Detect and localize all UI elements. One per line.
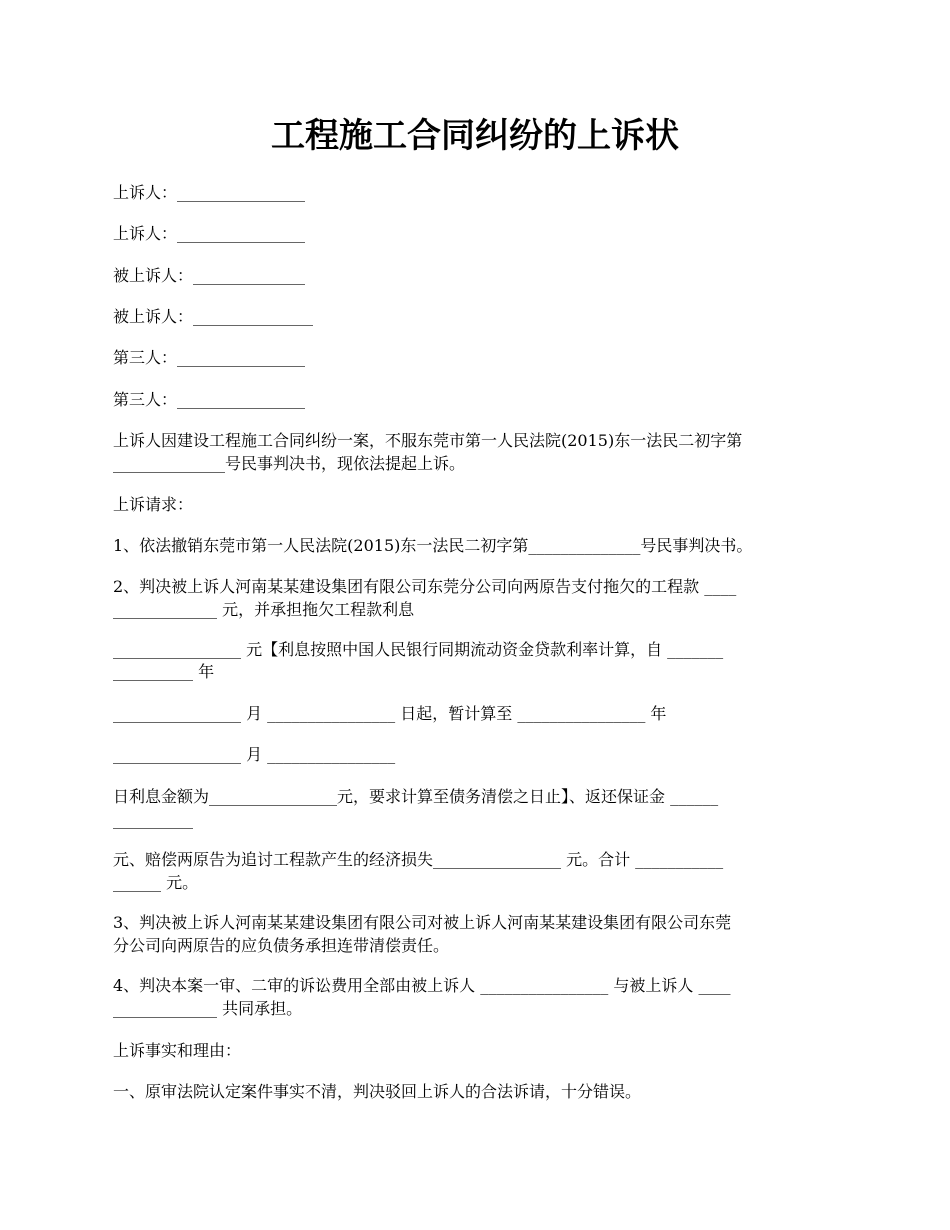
- party-appellant-1: 上诉人：________________: [113, 183, 306, 202]
- fact-1: 一、原审法院认定案件事实不清，判决驳回上诉人的合法诉请，十分错误。: [113, 1082, 642, 1101]
- request-1: 1、依法撤销东莞市第一人民法院(2015)东一法民二初字第______________号民事判决书。: [113, 536, 753, 555]
- party-third-2: 第三人：________________: [113, 390, 306, 409]
- document-title: 工程施工合同纠纷的上诉状: [271, 116, 679, 156]
- request-4-line-1: 4、判决本案一审、二审的诉讼费用全部由被上诉人 ________________ 与被上诉人 ____: [113, 976, 731, 995]
- loss-line-1: 元、赔偿两原告为追讨工程款产生的经济损失________________ 元。合计 ___________: [113, 850, 724, 869]
- party-appellee-1: 被上诉人：______________: [113, 266, 306, 285]
- date-line-2: ________________ 月 ________________: [113, 745, 396, 764]
- date-line-1: ________________ 月 ________________ 日起，暂计算至 ________________ 年: [113, 704, 667, 723]
- request-3-line-1: 3、判决被上诉人河南某某建设集团有限公司对被上诉人河南某某建设集团有限公司东莞: [113, 913, 732, 932]
- facts-heading: 上诉事实和理由：: [113, 1041, 242, 1060]
- daily-interest-line-1: 日利息金额为________________元，要求计算至债务清偿之日止】、返还保证金 ______: [113, 787, 719, 806]
- intro-line-2: ______________号民事判决书，现依法提起上诉。: [113, 454, 466, 473]
- party-third-1: 第三人：________________: [113, 348, 306, 367]
- party-appellee-2: 被上诉人：_______________: [113, 307, 314, 326]
- daily-interest-line-2: __________: [113, 810, 193, 829]
- request-2-line-1: 2、判决被上诉人河南某某建设集团有限公司东莞分公司向两原告支付拖欠的工程款 ____: [113, 577, 737, 596]
- interest-line-1: ________________ 元【利息按照中国人民银行同期流动资金贷款利率计算，自 _______: [113, 640, 724, 659]
- interest-line-2: __________ 年: [113, 662, 215, 681]
- request-2-line-2: _____________ 元，并承担拖欠工程款利息: [113, 600, 415, 619]
- request-3-line-2: 分公司向两原告的应负债务承担连带清偿责任。: [113, 936, 450, 955]
- request-heading: 上诉请求：: [113, 495, 194, 514]
- party-appellant-2: 上诉人：________________: [113, 224, 306, 243]
- intro-line-1: 上诉人因建设工程施工合同纠纷一案，不服东莞市第一人民法院(2015)东一法民二初字第: [113, 431, 743, 450]
- loss-line-2: ______ 元。: [113, 873, 199, 892]
- request-4-line-2: _____________ 共同承担。: [113, 999, 303, 1018]
